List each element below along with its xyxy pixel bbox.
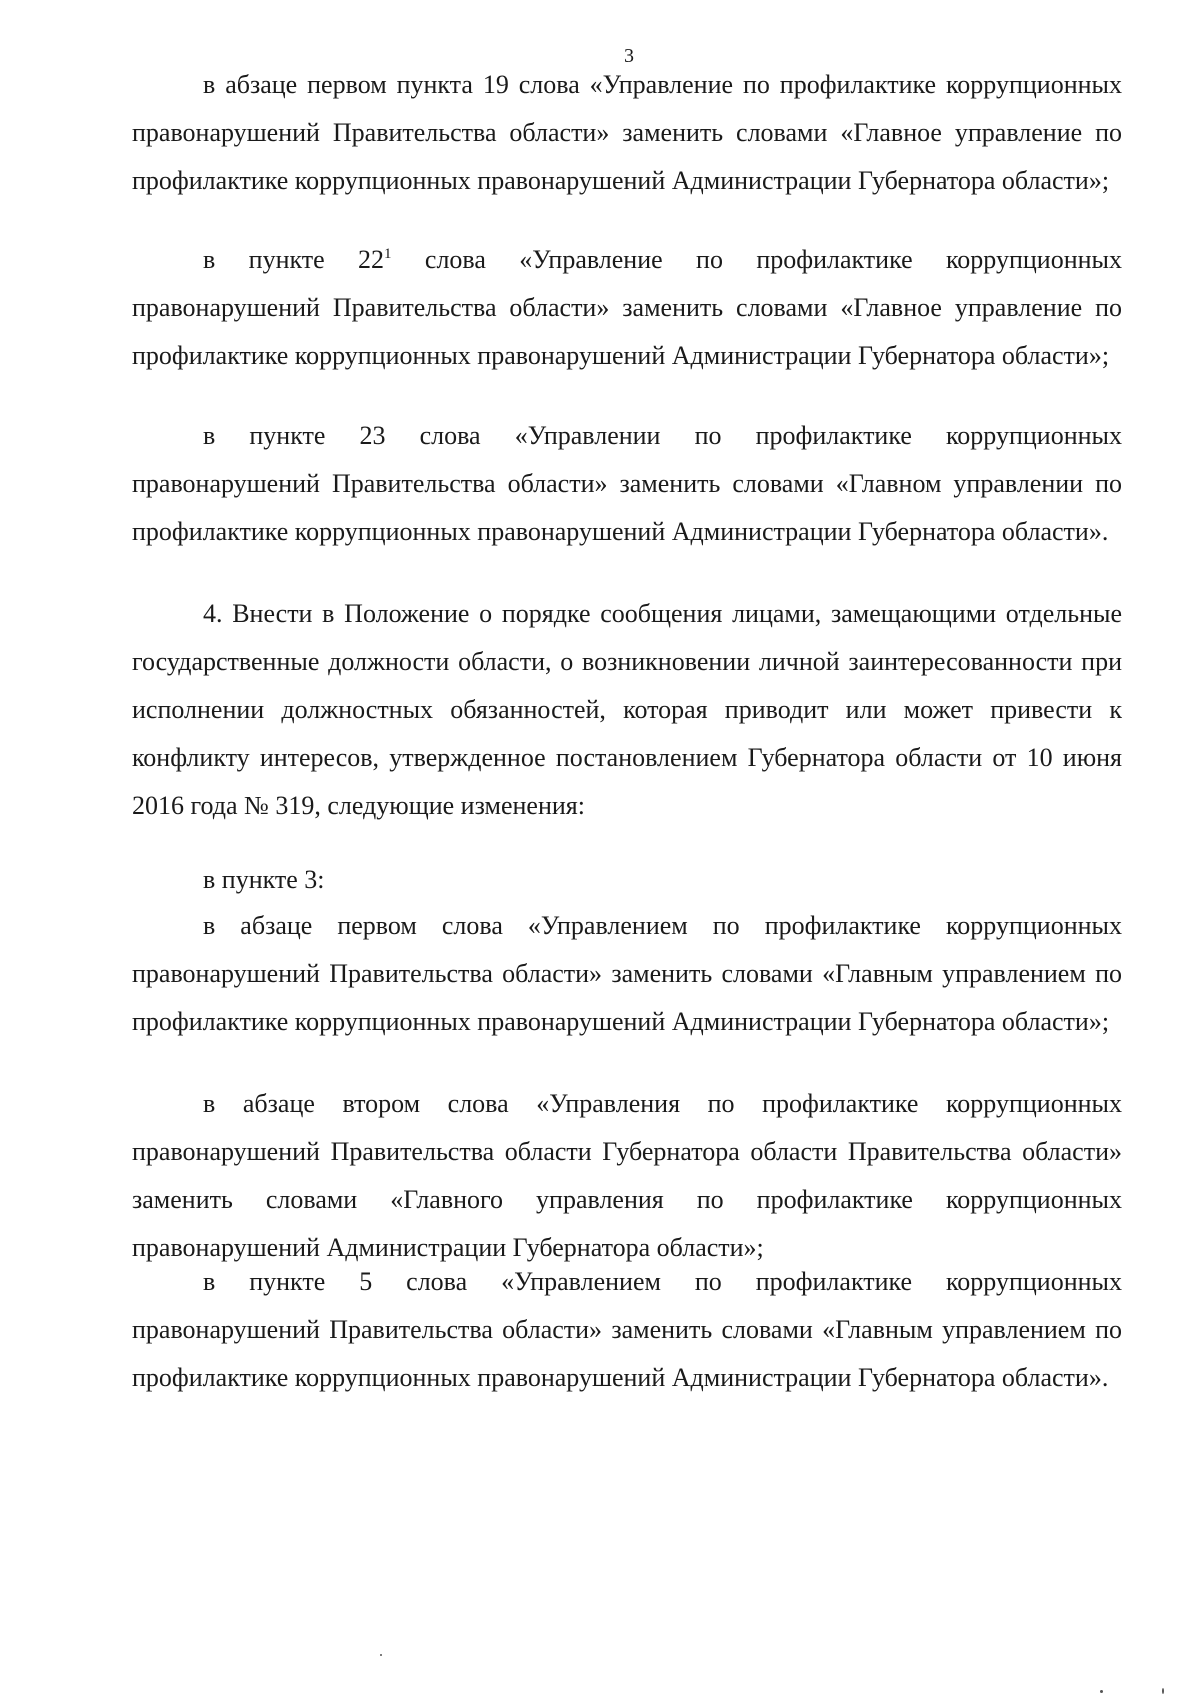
paragraph-amend-item-19: в абзаце первом пункта 19 слова «Управление по профилактике коррупционных правонарушений Правительства области» заменить словами «Главное управление по профилактике коррупционных правонарушений Администрации Губернатора области»; [132, 70, 1122, 195]
paragraph-amend-second-subparagraph: в абзаце втором слова «Управления по профилактике коррупционных правонарушений Правительства области Губернатора области Правительства области» заменить словами «Главного управления по профилактике коррупционных правонарушений Администрации Губернатора области»; [132, 1089, 1122, 1262]
paragraph-amend-item-22-1-rest: слова «Управление по профилактике коррупционных правонарушений Правительства области» заменить словами «Главное управление по профилактике коррупционных правонарушений Администрации Губернатора области»; [132, 245, 1122, 370]
paragraph-amend-item-22-1-start: в пункте 22 [203, 245, 385, 274]
scan-speck [1162, 1688, 1164, 1694]
superscript-1: 1 [384, 246, 392, 262]
paragraph-section-4: 4. Внести в Положение о порядке сообщения лицами, замещающими отдельные государственные должности области, о возникновении личной заинтересованности при исполнении должностных обязанностей, которая приводит или может привести к конфликту интересов, утвержденное постановлением Губернатора области от 10 июня 2016 года № 319, следующие изменения: [132, 599, 1122, 820]
paragraph-amend-first-subparagraph: в абзаце первом слова «Управлением по профилактике коррупционных правонарушений Правительства области» заменить словами «Главным управлением по профилактике коррупционных правонарушений Администрации Губернатора области»; [132, 911, 1122, 1036]
paragraph-amend-item-5: в пункте 5 слова «Управлением по профилактике коррупционных правонарушений Правительства области» заменить словами «Главным управлением по профилактике коррупционных правонарушений Администрации Губернатора области». [132, 1267, 1122, 1392]
paragraph-amend-item-22-1 [132, 236, 1122, 380]
page-number: 3 [624, 45, 634, 67]
scan-speck [1100, 1690, 1103, 1693]
paragraph-amend-item-23: в пункте 23 слова «Управлении по профилактике коррупционных правонарушений Правительства области» заменить словами «Главном управлении по профилактике коррупционных правонарушений Администрации Губернатора области». [132, 421, 1122, 546]
scan-speck [380, 1654, 382, 1656]
paragraph-item-3-heading: в пункте 3: [203, 865, 325, 894]
